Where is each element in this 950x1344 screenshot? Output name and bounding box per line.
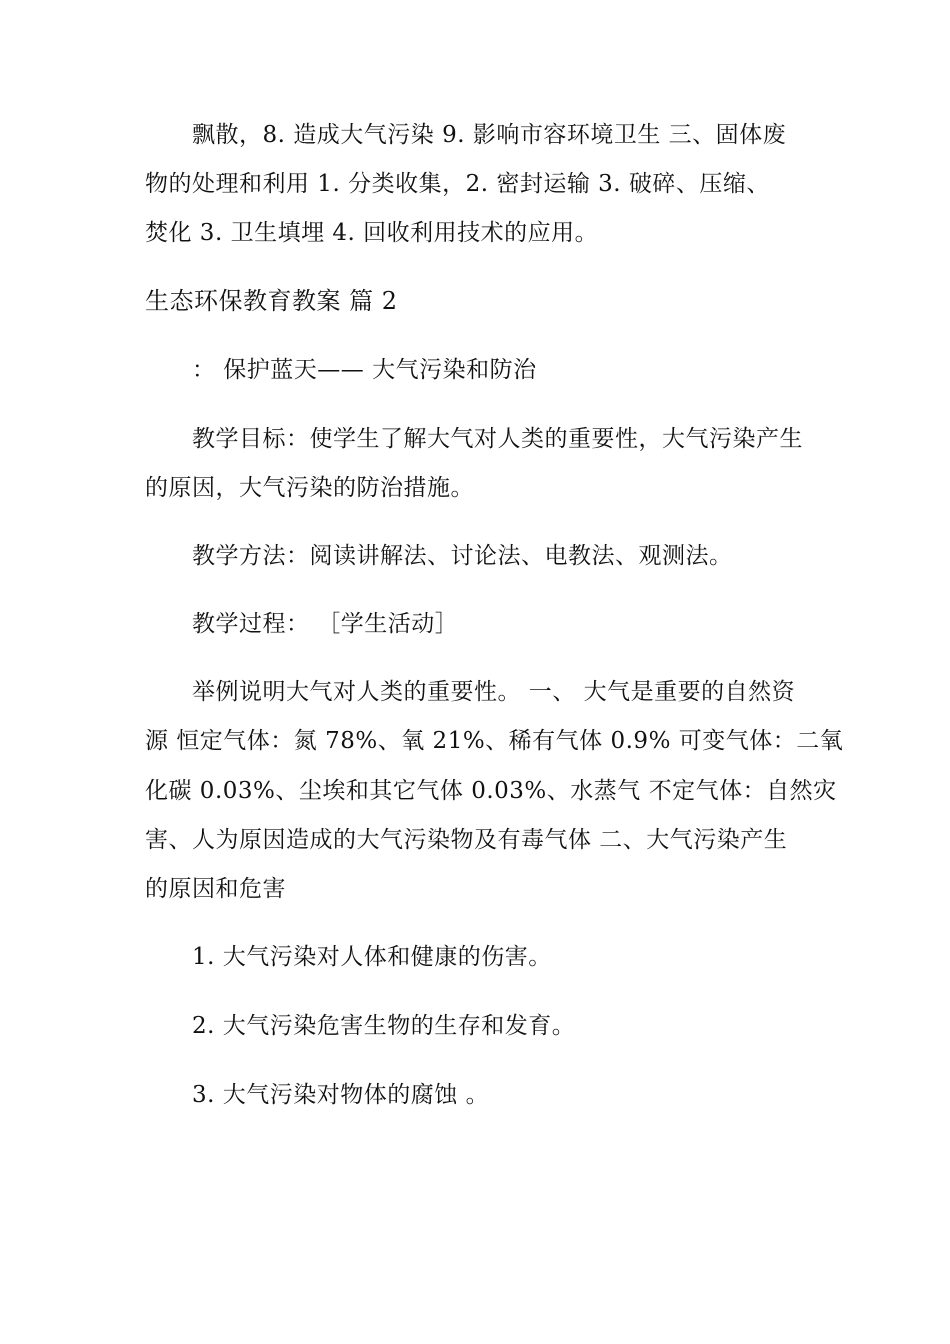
example-line-2: 源 恒定气体：氮 78%、氧 21%、稀有气体 0.9% 可变气体：二氧 [145, 728, 844, 754]
paragraph-1-line-1: 飘散，8. 造成大气污染 9. 影响市容环境卫生 三、固体废 [192, 122, 787, 148]
list-item: 3. 大气污染对物体的腐蚀 。 [192, 1082, 490, 1108]
lesson-subtitle: ： 保护蓝天—— 大气污染和防治 [192, 357, 537, 383]
example-line-3: 化碳 0.03%、尘埃和其它气体 0.03%、水蒸气 不定气体：自然灾 [145, 778, 837, 804]
list-item: 2. 大气污染危害生物的生存和发育。 [192, 1013, 576, 1039]
paragraph-1-line-3: 焚化 3. 卫生填埋 4. 回收利用技术的应用。 [145, 220, 599, 246]
list-item: 1. 大气污染对人体和健康的伤害。 [192, 944, 552, 970]
section-heading: 生态环保教育教案 篇 2 [145, 287, 398, 315]
example-line-5: 的原因和危害 [145, 876, 286, 902]
teaching-process: 教学过程： ［学生活动］ [192, 611, 459, 637]
teaching-methods: 教学方法：阅读讲解法、讨论法、电教法、观测法。 [192, 543, 733, 569]
example-line-1: 举例说明大气对人类的重要性。 一、 大气是重要的自然资 [192, 679, 796, 705]
objectives-line-2: 的原因，大气污染的防治措施。 [145, 475, 474, 501]
objectives-line-1: 教学目标：使学生了解大气对人类的重要性，大气污染产生 [192, 426, 803, 452]
example-line-4: 害、人为原因造成的大气污染物及有毒气体 二、大气污染产生 [145, 827, 788, 853]
paragraph-1-line-2: 物的处理和利用 1. 分类收集，2. 密封运输 3. 破碎、压缩、 [145, 171, 770, 197]
